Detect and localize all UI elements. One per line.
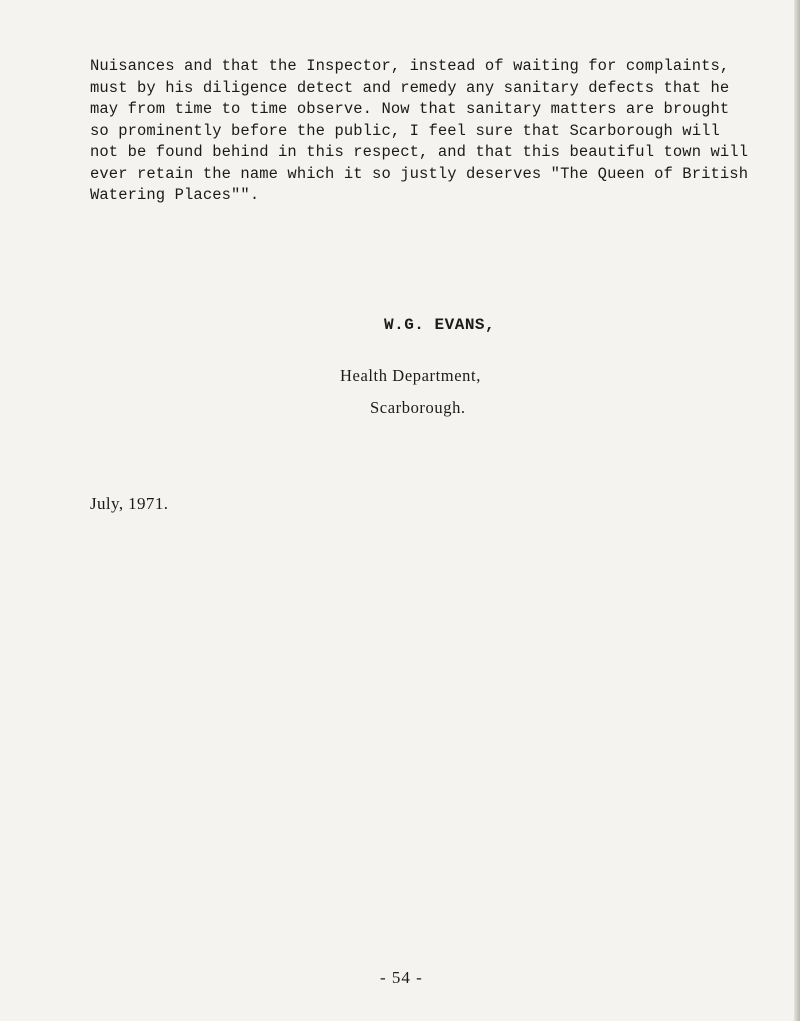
signature-department: Health Department, [340, 366, 481, 385]
paragraph-line: so prominently before the public, I feel sure that Scarborough will [90, 121, 720, 140]
signature-name: W.G. EVANS, [384, 316, 496, 334]
paragraph-line: may from time to time observe. Now that sanitary matters are brought [90, 100, 730, 118]
paragraph-line: ever retain the name which it so justly deserves "The Queen of British [90, 164, 749, 183]
paragraph-line: must by his diligence detect and remedy any sanitary defects that he [90, 78, 730, 97]
page-edge [794, 0, 800, 1021]
paragraph-line: Nuisances and that the Inspector, instead of waiting for complaints, [90, 57, 730, 75]
paragraph-line: not be found behind in this respect, and that this beautiful town will [90, 143, 749, 161]
document-date: July, 1971. [90, 494, 169, 513]
page-number: - 54 - [380, 968, 423, 987]
closing-paragraph [90, 56, 749, 207]
paragraph-line: Watering Places"". [90, 186, 260, 204]
signature-town: Scarborough. [370, 398, 466, 417]
